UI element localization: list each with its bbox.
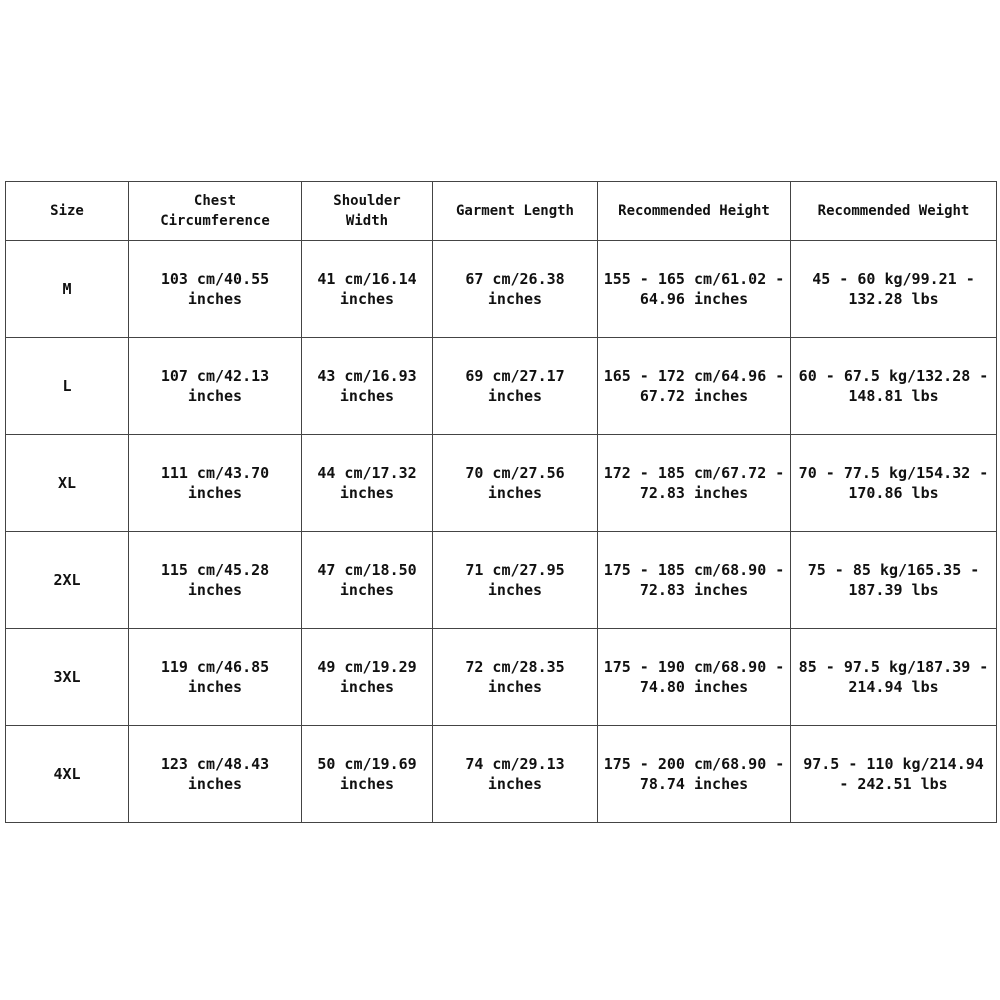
chest-cell: 103 cm/40.55 inches <box>129 241 302 338</box>
weight-cell: 45 - 60 kg/99.21 - 132.28 lbs <box>791 241 997 338</box>
table-row <box>6 241 997 338</box>
weight-cell: 75 - 85 kg/165.35 - 187.39 lbs <box>791 532 997 629</box>
size-cell: 3XL <box>6 629 129 726</box>
shoulder-cell: 49 cm/19.29 inches <box>302 629 433 726</box>
size-cell: L <box>6 338 129 435</box>
table-row <box>6 435 997 532</box>
height-cell: 175 - 200 cm/68.90 - 78.74 inches <box>598 726 791 823</box>
weight-cell: 70 - 77.5 kg/154.32 - 170.86 lbs <box>791 435 997 532</box>
header-recommended-weight: Recommended Weight <box>791 182 997 241</box>
length-cell: 72 cm/28.35 inches <box>433 629 598 726</box>
length-cell: 67 cm/26.38 inches <box>433 241 598 338</box>
table-row <box>6 532 997 629</box>
weight-cell: 97.5 - 110 kg/214.94 - 242.51 lbs <box>791 726 997 823</box>
header-size: Size <box>6 182 129 241</box>
size-cell: 4XL <box>6 726 129 823</box>
chest-cell: 107 cm/42.13 inches <box>129 338 302 435</box>
shoulder-cell: 44 cm/17.32 inches <box>302 435 433 532</box>
size-cell: XL <box>6 435 129 532</box>
size-cell: 2XL <box>6 532 129 629</box>
header-row <box>6 182 997 241</box>
table-row <box>6 629 997 726</box>
table-row <box>6 338 997 435</box>
length-cell: 74 cm/29.13 inches <box>433 726 598 823</box>
weight-cell: 85 - 97.5 kg/187.39 - 214.94 lbs <box>791 629 997 726</box>
chest-cell: 123 cm/48.43 inches <box>129 726 302 823</box>
chest-cell: 111 cm/43.70 inches <box>129 435 302 532</box>
header-chest-circumference: Chest Circumference <box>129 182 302 241</box>
height-cell: 175 - 185 cm/68.90 - 72.83 inches <box>598 532 791 629</box>
header-garment-length: Garment Length <box>433 182 598 241</box>
height-cell: 175 - 190 cm/68.90 - 74.80 inches <box>598 629 791 726</box>
shoulder-cell: 47 cm/18.50 inches <box>302 532 433 629</box>
height-cell: 165 - 172 cm/64.96 - 67.72 inches <box>598 338 791 435</box>
size-chart-table <box>5 181 997 823</box>
length-cell: 69 cm/27.17 inches <box>433 338 598 435</box>
shoulder-cell: 50 cm/19.69 inches <box>302 726 433 823</box>
chest-cell: 119 cm/46.85 inches <box>129 629 302 726</box>
size-cell: M <box>6 241 129 338</box>
chest-cell: 115 cm/45.28 inches <box>129 532 302 629</box>
shoulder-cell: 41 cm/16.14 inches <box>302 241 433 338</box>
length-cell: 70 cm/27.56 inches <box>433 435 598 532</box>
weight-cell: 60 - 67.5 kg/132.28 - 148.81 lbs <box>791 338 997 435</box>
height-cell: 172 - 185 cm/67.72 - 72.83 inches <box>598 435 791 532</box>
table-row <box>6 726 997 823</box>
header-recommended-height: Recommended Height <box>598 182 791 241</box>
header-shoulder-width: Shoulder Width <box>302 182 433 241</box>
shoulder-cell: 43 cm/16.93 inches <box>302 338 433 435</box>
length-cell: 71 cm/27.95 inches <box>433 532 598 629</box>
height-cell: 155 - 165 cm/61.02 - 64.96 inches <box>598 241 791 338</box>
